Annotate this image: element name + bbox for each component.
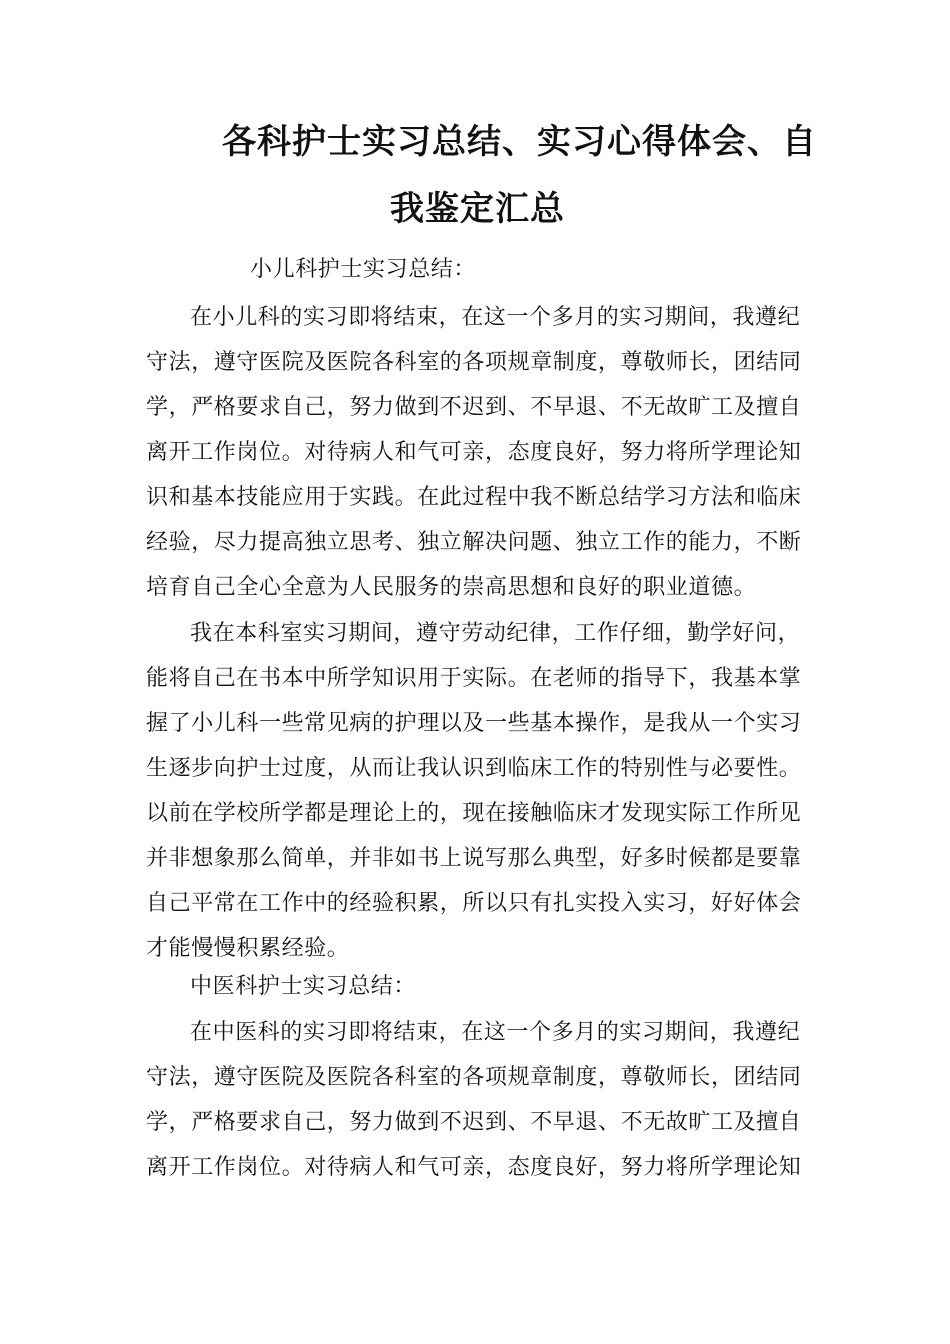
document-title-line-2: 我鉴定汇总	[390, 189, 565, 229]
paragraph-first-line: 在中医科的实习即将结束，在这一个多月的实习期间，我遵纪	[190, 1020, 801, 1045]
section-heading: 小儿科护士实习总结：	[250, 257, 477, 282]
paragraph-line: 离开工作岗位。对待病人和气可亲，态度良好，努力将所学理论知	[146, 440, 802, 465]
paragraph-line: 离开工作岗位。对待病人和气可亲，态度良好，努力将所学理论知	[146, 1155, 802, 1180]
paragraph-line: 才能慢慢积累经验。	[146, 936, 350, 961]
paragraph-first-line: 在小儿科的实习即将结束，在这一个多月的实习期间，我遵纪	[190, 305, 801, 330]
paragraph-line: 并非想象那么简单，并非如书上说写那么典型，好多时候都是要靠	[146, 846, 802, 871]
paragraph-line: 自己平常在工作中的经验积累，所以只有扎实投入实习，好好体会	[146, 891, 802, 916]
paragraph-line: 生逐步向护士过度，从而让我认识到临床工作的特别性与必要性。	[146, 756, 802, 781]
paragraph-line: 握了小儿科一些常见病的护理以及一些基本操作，是我从一个实习	[146, 711, 802, 736]
paragraph-first-line: 我在本科室实习期间，遵守劳动纪律，工作仔细，勤学好问，	[190, 621, 801, 646]
paragraph-line: 能将自己在书本中所学知识用于实际。在老师的指导下，我基本掌	[146, 666, 802, 691]
section-heading: 中医科护士实习总结：	[190, 974, 417, 999]
paragraph-line: 培育自己全心全意为人民服务的崇高思想和良好的职业道德。	[146, 575, 757, 600]
paragraph-line: 学，严格要求自己，努力做到不迟到、不早退、不无故旷工及擅自	[146, 395, 802, 420]
paragraph-line: 守法，遵守医院及医院各科室的各项规章制度，尊敬师长，团结同	[146, 1065, 802, 1090]
paragraph-line: 以前在学校所学都是理论上的，现在接触临床才发现实际工作所见	[146, 801, 802, 826]
paragraph-line: 经验，尽力提高独立思考、独立解决问题、独立工作的能力，不断	[146, 530, 802, 555]
paragraph-line: 守法，遵守医院及医院各科室的各项规章制度，尊敬师长，团结同	[146, 350, 802, 375]
document-title-line-1: 各科护士实习总结、实习心得体会、自	[222, 122, 817, 162]
paragraph-line: 学，严格要求自己，努力做到不迟到、不早退、不无故旷工及擅自	[146, 1110, 802, 1135]
paragraph-line: 识和基本技能应用于实践。在此过程中我不断总结学习方法和临床	[146, 485, 802, 510]
